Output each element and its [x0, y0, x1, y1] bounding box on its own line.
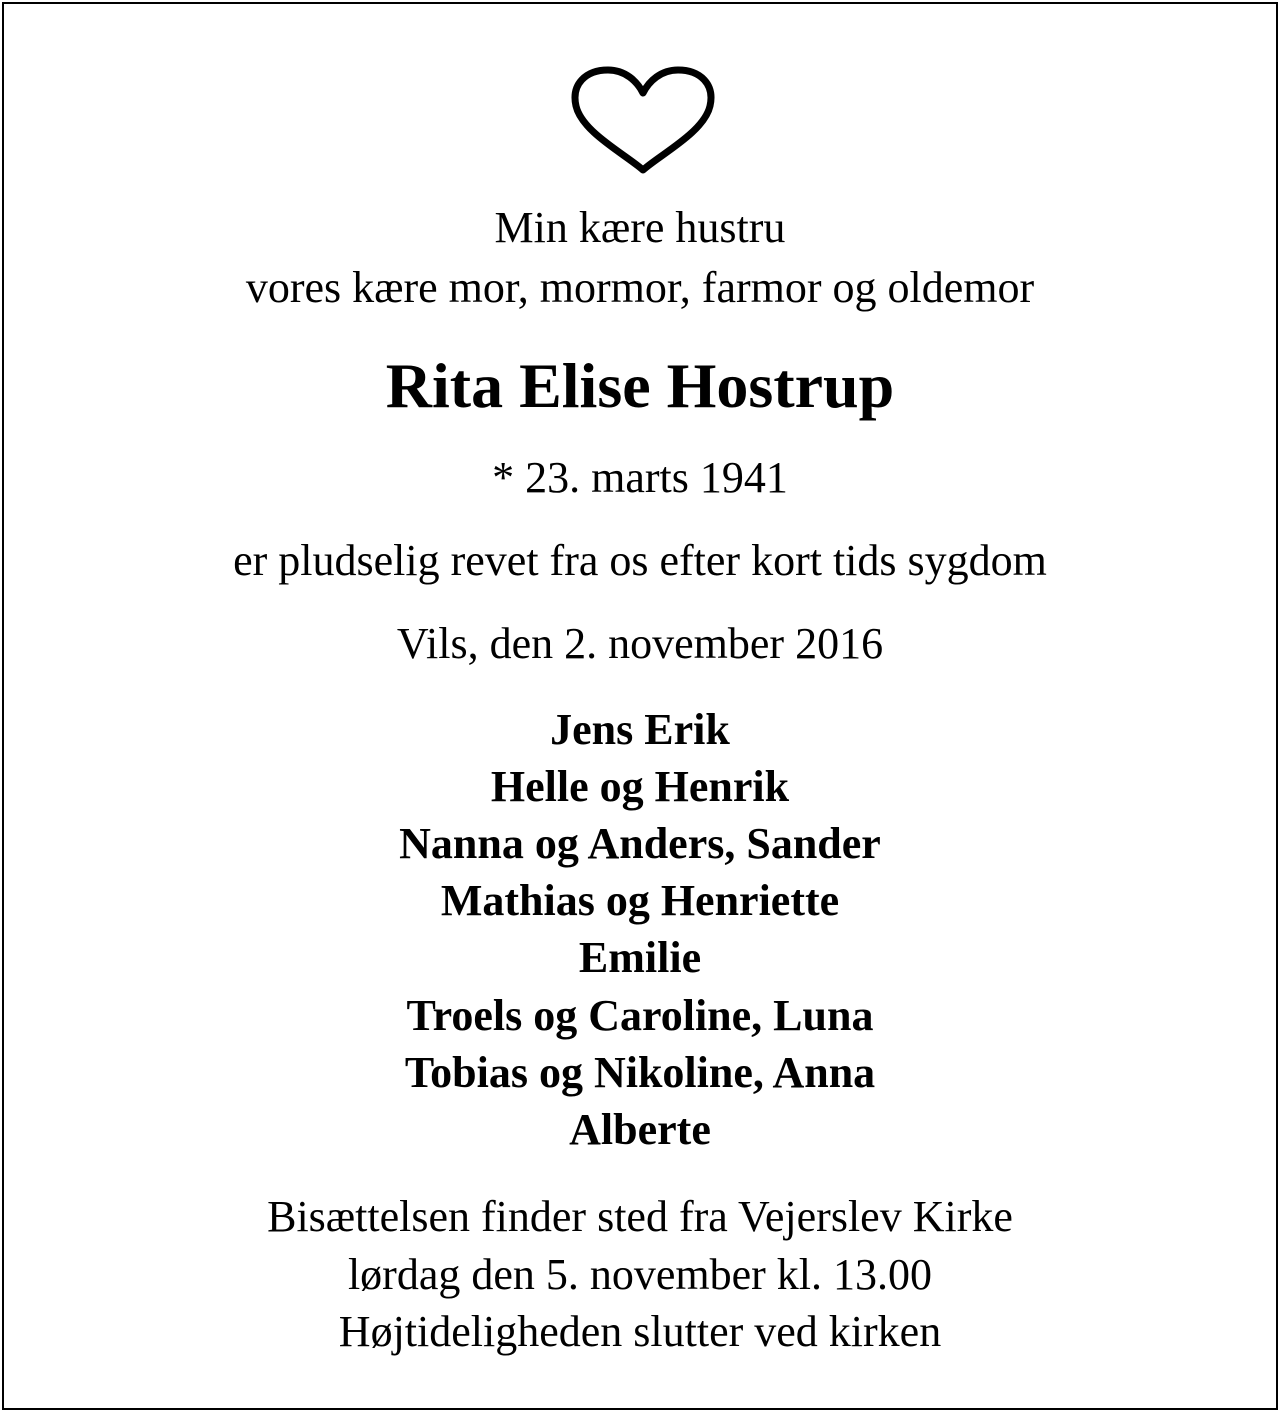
funeral-line-3: Højtideligheden slutter ved kirken: [338, 1307, 942, 1356]
heart-icon: [570, 66, 716, 174]
obituary-notice: [2, 2, 1278, 1410]
family-member: Helle og Henrik: [490, 762, 790, 811]
deceased-name: Rita Elise Hostrup: [385, 350, 895, 421]
intro-line-2: vores kære mor, mormor, farmor og oldemor: [245, 263, 1035, 312]
family-member: Mathias og Henriette: [440, 876, 840, 925]
birth-date: * 23. marts 1941: [492, 453, 788, 502]
family-member: Tobias og Nikoline, Anna: [404, 1048, 876, 1097]
intro-line-1: Min kære hustru: [494, 203, 786, 252]
family-member: Alberte: [569, 1105, 711, 1154]
announcement-text: er pludselig revet fra os efter kort tids sygdom: [233, 536, 1047, 585]
family-member: Nanna og Anders, Sander: [399, 819, 881, 868]
place-date: Vils, den 2. november 2016: [396, 619, 884, 668]
family-member: Emilie: [578, 933, 702, 982]
family-member: Troels og Caroline, Luna: [406, 991, 874, 1040]
funeral-line-2: lørdag den 5. november kl. 13.00: [347, 1250, 933, 1299]
family-member: Jens Erik: [550, 705, 730, 754]
funeral-line-1: Bisættelsen finder sted fra Vejerslev Kirke: [267, 1192, 1013, 1241]
